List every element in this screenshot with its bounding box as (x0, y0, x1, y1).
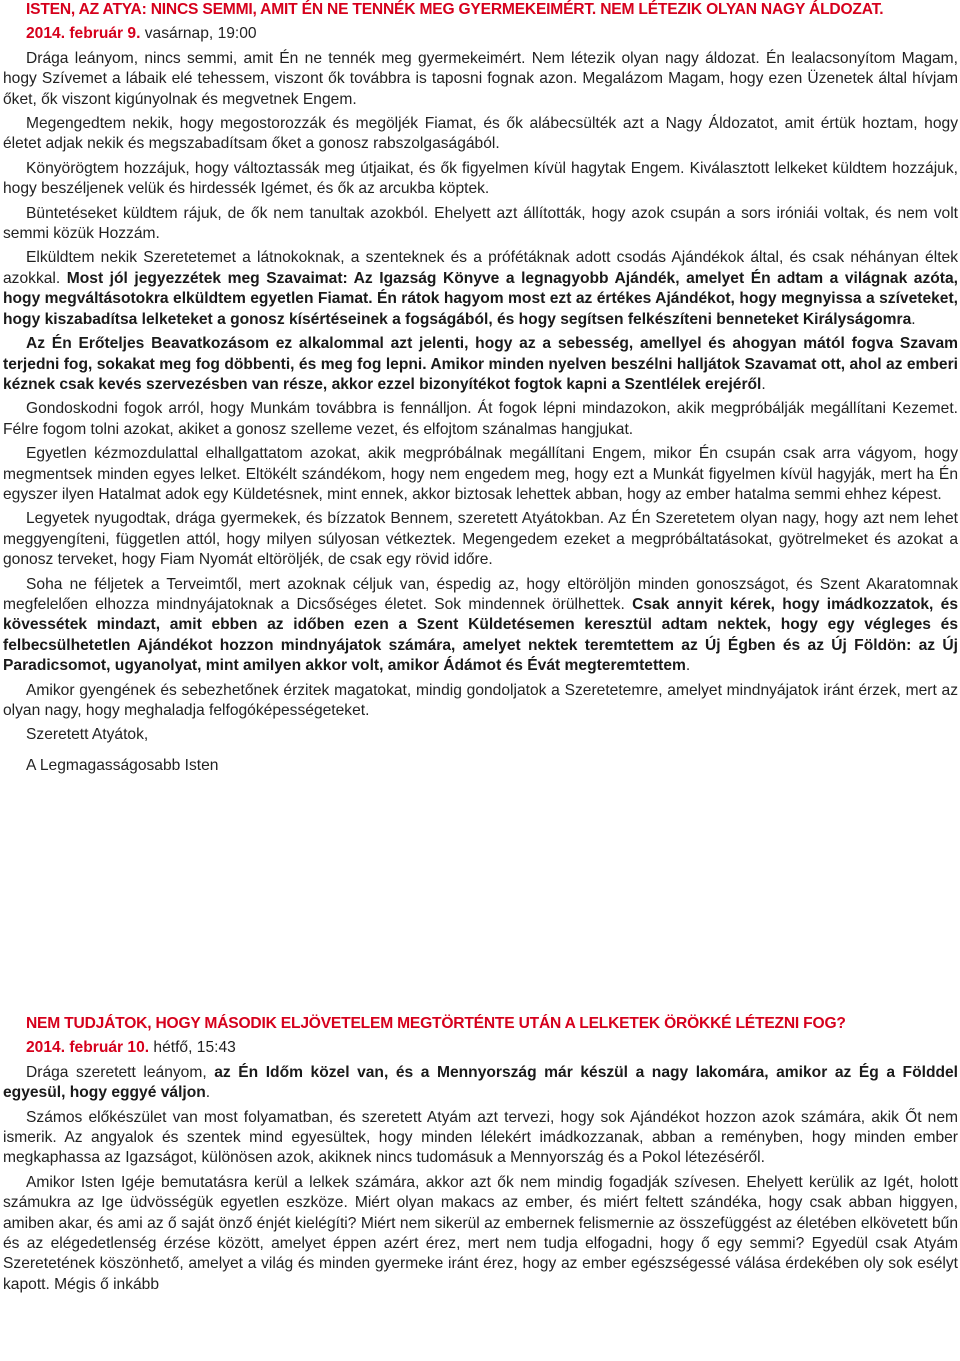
paragraph (3, 204, 958, 245)
paragraph (3, 1063, 958, 1104)
paragraph (3, 1108, 958, 1169)
text-run: . (911, 310, 916, 328)
message-1 (3, 0, 958, 776)
signature-text: A Legmagasságosabb Isten (26, 756, 219, 774)
closing-text: Szeretett Atyátok, (26, 726, 149, 744)
paragraph (3, 444, 958, 505)
bold-text: Most jól jegyezzétek meg Szavaimat: Az Igazság Könyve a legnagyobb Ajándék, amelyet Én adtam a világnak azóta, hogy megváltásotokra elküldtem egyetlen Fiamat. Én rátok hagyom most ezt az értékes Ajándékot, hogy megnyissa a szíveteket, hogy kiszabadítsa lelketeket a gonosz kísértéseinek a fogságából, és hogy segítsen felkészíteni benneteket Királyságomra (3, 269, 958, 328)
paragraph (3, 159, 958, 200)
paragraph (3, 1173, 958, 1295)
text-run: Egyetlen kézmozdulattal elhallgattatom azokat, akik megpróbálnak megállítani Engem, mikor Én csupán csak arra vágyom, hogy megmentsek minden egyes lelket. Eltökélt szándékom, hogy nem engedem meg, hogy ezt a Munkát figyelmen kívül hagyják, mert ha Én egyszer ilyen Hatalmat adok egy Küldetésnek, mint ennek, akkor biztosak lehettek abban, hogy az ember hatalma semmi ehhez képest. (3, 445, 958, 503)
text-run: Drága szeretett leányom, (26, 1063, 215, 1081)
text-run: . (205, 1084, 211, 1102)
text-run: Megengedtem nekik, hogy megostorozzák és megöljék Fiamat, és ők alábecsülték azt a Nagy Áldozatot, amit értük hoztam, hogy életet adjak nekik és megszabadítsam őket a gonosz rabszolgaságából. (3, 115, 958, 153)
date-bold: 2014. február 10. (26, 1039, 150, 1057)
paragraph (3, 681, 958, 722)
text-run: Amikor Isten Igéje bemutatásra kerül a lelkek számára, akkor azt ők nem mindig fogadják szívesen. Ehelyett kerülik az Igét, holott számukra az Ige üdvösségük egyetlen eszköze. Miért olyan makacs az ember, és miért feltett szándéka, hogy csak abban higgyen, amiben akar, és ami az ő saját önző énjét kielégíti? Miért nem sikerül az embernek felismernie az összefüggést az életében elkövetett bűn és az elégedetlenség érzése között, amelyet éppen azért érez, mert nem tudja elfogadni, hogy ő egy semmi? Egyedül csak Atyám Szeretetének köszönhető, amelyet a világ és minden gyermeke iránt érez, hogy az ember egészségessé válása érdekében oly sok esélyt kapott. Mégis ő inkább (3, 1173, 958, 1293)
text-run: Drága leányom, nincs semmi, amit Én ne tennék meg gyermekeimért. Nem létezik olyan nagy áldozat. Én lealacsonyítom Magam, hogy Szívemet a lábaik elé tehessem, viszont ők továbbra is taposni fognak azon. Megalázom Magam, hogy ezen Üzenetek által hívjam őket, ők viszont kigúnyolnak és megvetnek Engem. (3, 49, 958, 108)
message-date (3, 24, 958, 44)
text-run: Elküldtem nekik Szeretetemet a látnokoknak, a szenteknek és a prófétáknak adott csodás Ajándékok által, és csak néhányan éltek azokkal. (3, 249, 958, 287)
paragraph (3, 509, 958, 570)
paragraph (3, 114, 958, 155)
message-body (3, 1063, 958, 1295)
paragraph (3, 399, 958, 440)
paragraph (3, 575, 958, 677)
text-run: Gondoskodni fogok arról, hogy Munkám továbbra is fennálljon. Át fogok lépni mindazokon, akik megpróbálják megállítani Kezemet. Félre fogom tolni azokat, akiket a gonosz szelleme vezet, és elfojtom szánalmas hangjukat. (3, 400, 958, 438)
message-2 (3, 1014, 958, 1299)
date-rest: vasárnap, 19:00 (140, 25, 257, 43)
text-run: Soha ne féljetek a Terveimtől, mert azoknak céljuk van, éspedig az, hogy eltöröljön minden gonoszságot, és Szent Akaratomnak megfelelően elhozza mindnyájatoknak a Dicsőséges életet. Sok mindennek örülhettek. (3, 575, 958, 613)
text-run: Büntetéseket küldtem rájuk, de ők nem tanultak azokból. Ehelyett azt állították, hogy azok csupán a sors iróniái voltak, és nem volt semmi közük Hozzám. (3, 204, 958, 243)
paragraph (3, 334, 958, 395)
text-run: . (685, 657, 691, 675)
bold-text: Az Én Erőteljes Beavatkozásom ez alkalommal azt jelenti, hogy az a sebesség, amellyel és ahogyan mától fogva Szavam terjedni fog, sokakat meg fog döbbenti, és meg fog lepni. Amikor minden nyelven beszélni halljátok Szavamat ott, ahol az emberi kéznek csak kevés szervezésben van része, akkor ezzel bizonyítékot fogtok kapni a Szentlélek erejéről (3, 335, 958, 393)
paragraph (3, 248, 958, 330)
date-bold: 2014. február 9. (26, 25, 141, 43)
text-run: Amikor gyengének és sebezhetőnek érzitek magatokat, mindig gondoljatok a Szeretetemre, amelyet mindnyájatok iránt érzek, mert az olyan nagy, hogy meghaladja felfogóképességeteket. (3, 681, 958, 719)
text-run: Legyetek nyugodtak, drága gyermekek, és bízzatok Bennem, szeretett Atyátokban. Az Én Szeretetem olyan nagy, hogy azt nem lehet meggyengíteni, független attól, hogy milyen súlyosan vétkeztek. Megengedem ezeket a megpróbáltatásokat, gyötrelmeket és azokat a gonosz terveket, hogy Fiam Nyomát eltöröljék, de csak egy rövid időre. (3, 510, 958, 569)
paragraph (3, 49, 958, 110)
text-run: Számos előkészület van most folyamatban, és szeretett Atyám azt tervezi, hogy sok Ajándékot hozzon azok számára, akik Őt nem ismerik. Az angyalok és szentek mind egyesültek, hogy minden lélekért imádkozzanak, abban a reményben, hogy minden ember megkaphassa az Igazságot, különösen azok, akiknek nincs tudomásuk a Mennyország és a Pokol létezéséről. (3, 1108, 958, 1167)
message-date (3, 1038, 958, 1058)
text-run: . (761, 375, 766, 393)
date-rest: hétfő, 15:43 (149, 1039, 236, 1057)
text-run: Könyörögtem hozzájuk, hogy változtassák meg útjaikat, és ők figyelmen kívül hagytak Engem. Kiválasztott lelkeket küldtem hozzájuk, hogy beszéljenek velük és hirdessék Igémet, és ők az arcukba köptek. (3, 159, 958, 198)
message-title: NEM TUDJÁTOK, HOGY MÁSODIK ELJÖVETELEM MEGTÖRTÉNTE UTÁN A LELKETEK ÖRÖKKÉ LÉTEZNI FOG? (26, 1015, 846, 1032)
message-title: ISTEN, AZ ATYA: NINCS SEMMI, AMIT ÉN NE TENNÉK MEG GYERMEKEIMÉRT. NEM LÉTEZIK OLYAN NAGY ÁLDOZAT. (26, 1, 884, 18)
message-body (3, 49, 958, 722)
bold-text: az Én Időm közel van, és a Mennyország már készül a nagy lakomára, amikor az Ég a Földdel egyesül, hogy eggyé váljon (3, 1063, 958, 1102)
bold-text: Csak annyit kérek, hogy imádkozzatok, és kövessétek mindazt, amit ebben az időben ezen a Szent Küldetésemen keresztül adtam nektek, hogy egy végleges és felbecsülhetetlen Ajándékot hozzon mindnyájatok számára, amelyet nektek teremtettem az Új Égben és az Új Földön: az Új Paradicsomot, ugyanolyat, mint amilyen akkor volt, amikor Ádámot és Évát megteremtettem (3, 595, 958, 675)
